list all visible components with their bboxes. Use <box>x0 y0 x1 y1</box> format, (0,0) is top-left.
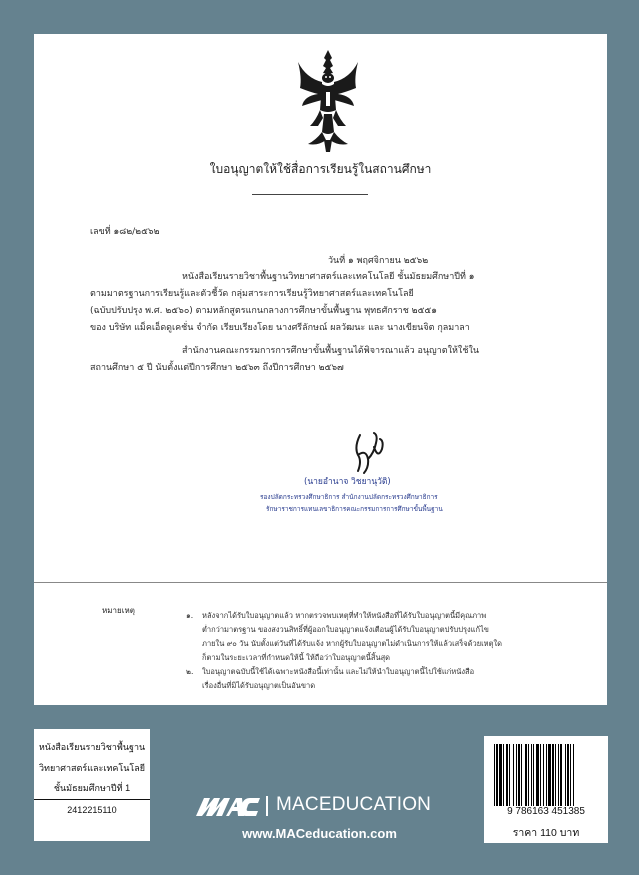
garuda-emblem-icon <box>296 48 360 156</box>
paragraph-1-line-3: (ฉบับปรับปรุง พ.ศ. ๒๕๖๐) ตามหลักสูตรแกนกลางการศึกษาขั้นพื้นฐาน พุทธศักราช ๒๕๕๑ <box>90 306 437 316</box>
permit-number: เลขที่ ๑๘๒/๒๕๖๒ <box>90 227 160 237</box>
book-label-divider <box>34 799 150 800</box>
book-label-line-3: ชั้นมัธยมศึกษาปีที่ 1 <box>53 783 131 793</box>
paragraph-1-line-4: ของ บริษัท แม็คเอ็ดดูเคชั่น จำกัด เรียบเรียงโดย นางศรีลักษณ์ ผลวัฒนะ และ นางเขียนจิต กุลมาลา <box>90 323 470 333</box>
paragraph-2-line-1: สำนักงานคณะกรรมการการศึกษาขั้นพื้นฐานได้พิจารณาแล้ว อนุญาตให้ใช้ใน <box>182 346 479 356</box>
publisher-name: MACEDUCATION <box>276 794 432 815</box>
paragraph-2-line-2: สถานศึกษา ๕ ปี นับตั้งแต่ปีการศึกษา ๒๕๖๓ ถึงปีการศึกษา ๒๕๖๗ <box>90 363 344 373</box>
note-1-line: หลังจากได้รับใบอนุญาตแล้ว หากตรวจพบเหตุที่ทำให้หนังสือที่ได้รับใบอนุญาตนี้มีคุณภาพ <box>202 611 487 620</box>
permit-date: วันที่ ๑ พฤศจิกายน ๒๕๖๒ <box>328 256 429 266</box>
book-label-line-2: วิทยาศาสตร์และเทคโนโลยี <box>38 763 146 773</box>
notes-label: หมายเหตุ <box>102 606 135 615</box>
book-label-line-1: หนังสือเรียนรายวิชาพื้นฐาน <box>38 742 146 752</box>
paragraph-1-line-1: หนังสือเรียนรายวิชาพื้นฐานวิทยาศาสตร์และเทคโนโลยี ชั้นมัธยมศึกษาปีที่ ๑ <box>182 272 475 282</box>
note-1-line: ภายใน ๙๐ วัน นับตั้งแต่วันที่ได้รับแจ้ง หากผู้รับใบอนุญาตไม่ดำเนินการให้แล้วเสร็จด้วยเหตุใด <box>202 639 503 648</box>
logo-separator <box>266 796 268 816</box>
note-1-line: ก็ตามในระยะเวลาที่กำหนดให้นี้ ให้ถือว่าใบอนุญาตนี้สิ้นสุด <box>202 653 391 662</box>
book-label-box <box>34 729 150 841</box>
permit-document <box>34 34 607 705</box>
signer-name: (นายอำนาจ วิชยานุวัติ) <box>304 477 391 487</box>
signer-position-2: รักษาราชการแทนเลขาธิการคณะกรรมการการศึกษาขั้นพื้นฐาน <box>266 505 443 513</box>
note-2-line: ใบอนุญาตฉบับนี้ใช้ได้เฉพาะหนังสือนี้เท่านั้น และไม่ให้นำใบอนุญาตนี้ไปใช้แก่หนังสือ <box>202 667 475 676</box>
document-title: ใบอนุญาตให้ใช้สื่อการเรียนรู้ในสถานศึกษา <box>209 162 432 176</box>
book-code: 2412215110 <box>67 805 117 815</box>
note-2-number: ๒. <box>186 667 194 676</box>
paragraph-1-line-2: ตามมาตรฐานการเรียนรู้และตัวชี้วัด กลุ่มสาระการเรียนรู้วิทยาศาสตร์และเทคโนโลยี <box>90 289 414 299</box>
note-1-line: ต่ำกว่ามาตรฐาน ของสงวนสิทธิ์ที่ผู้ออกใบอนุญาตแจ้งเตือนผู้ได้รับใบอนุญาตปรับปรุงแก้ไข <box>202 625 489 634</box>
price-label: ราคา 110 บาท <box>512 827 580 839</box>
mac-logo-icon <box>196 796 260 816</box>
note-1-number: ๑. <box>186 611 194 620</box>
notes-divider <box>34 582 607 583</box>
title-underline <box>252 194 368 195</box>
isbn-number: 9 786163 451385 <box>507 806 585 817</box>
barcode-box <box>484 736 608 843</box>
publisher-website: www.MACeducation.com <box>242 826 397 841</box>
note-2-line: เรื่องอื่นที่มิได้รับอนุญาตเป็นอันขาด <box>202 681 316 690</box>
barcode-icon <box>494 744 598 806</box>
signer-position-1: รองปลัดกระทรวงศึกษาธิการ สำนักงานปลัดกระทรวงศึกษาธิการ <box>260 493 438 501</box>
